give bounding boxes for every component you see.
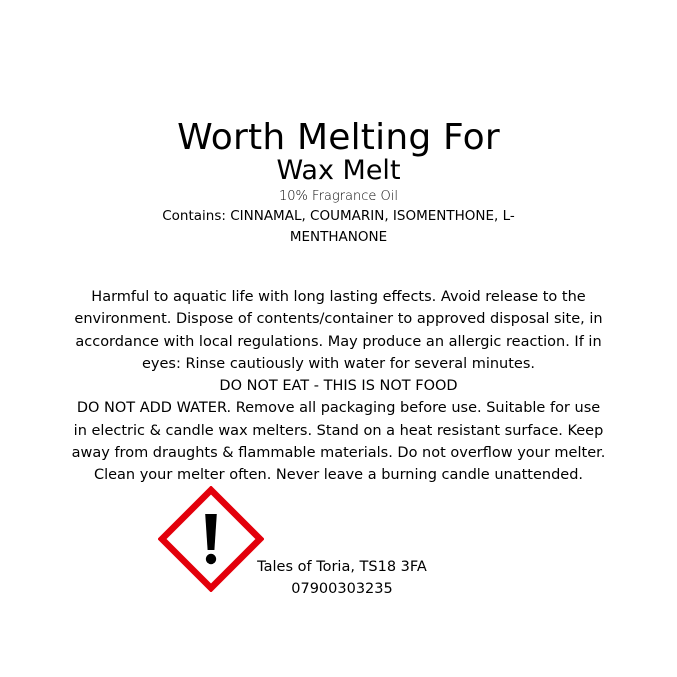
hazard-statement: Harmful to aquatic life with long lasting effects. Avoid release to the environment. Dispose of contents/container to approved disposal site, in accordance with local regulations. May produce an allergic reaction. If in eyes: Rinse cautiously with water for several minutes. <box>74 289 603 372</box>
product-subtitle: Wax Melt <box>276 155 401 186</box>
supplier-address: Tales of Toria, TS18 3FA <box>257 559 427 575</box>
product-title: Worth Melting For <box>177 117 500 158</box>
safety-warnings <box>70 286 607 487</box>
allergen-list: Contains: CINNAMAL, COUMARIN, ISOMENTHONE, L- MENTHANONE <box>162 208 515 245</box>
supplier-phone: 07900303235 <box>291 581 393 597</box>
fragrance-percentage: 10% Fragrance Oil <box>279 189 398 204</box>
usage-instructions: DO NOT ADD WATER. Remove all packaging before use. Suitable for use in electric & candle wax melters. Stand on a heat resistant surface. Keep away from draughts & flammable materials. Do not overflow your melter. Clean your melter often. Never leave a burning candle unattended. <box>71 400 606 484</box>
not-food-warning: DO NOT EAT - THIS IS NOT FOOD <box>219 378 458 395</box>
supplier-details <box>222 556 462 600</box>
